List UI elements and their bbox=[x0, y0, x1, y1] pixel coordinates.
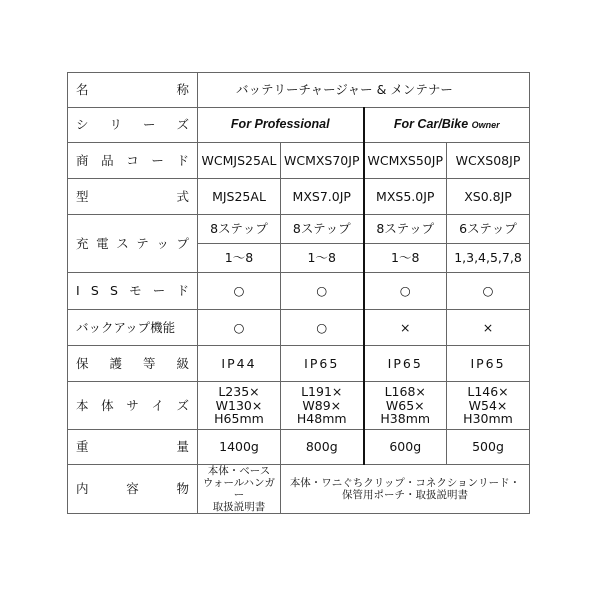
model-cell: MJS25AL bbox=[198, 179, 281, 215]
step-count-cell: 8ステップ bbox=[198, 215, 281, 244]
step-sequence-cell: 1,3,4,5,7,8 bbox=[447, 244, 530, 273]
product-name: バッテリーチャージャー & メンテナー bbox=[198, 73, 530, 108]
label-name: 名 称 bbox=[68, 73, 198, 108]
model-cell: MXS5.0JP bbox=[364, 179, 447, 215]
row-model bbox=[68, 179, 530, 215]
series-car-bike bbox=[364, 108, 530, 143]
step-count-cell: 8ステップ bbox=[281, 215, 364, 244]
iss-cell: ○ bbox=[281, 273, 364, 310]
label-weight: 重 量 bbox=[68, 430, 198, 465]
protection-cell: IP65 bbox=[364, 346, 447, 382]
row-name bbox=[68, 73, 530, 108]
label-steps: 充 電 ス テ ッ プ bbox=[68, 215, 198, 273]
iss-cell: ○ bbox=[198, 273, 281, 310]
iss-cell: ○ bbox=[364, 273, 447, 310]
step-sequence-cell: 1〜8 bbox=[281, 244, 364, 273]
label-contents: 内 容 物 bbox=[68, 465, 198, 514]
code-cell: WCMJS25AL bbox=[198, 143, 281, 179]
step-sequence-cell: 1〜8 bbox=[198, 244, 281, 273]
size-cell: L235× W130× H65mm bbox=[198, 382, 281, 430]
row-code bbox=[68, 143, 530, 179]
weight-cell: 800g bbox=[281, 430, 364, 465]
row-protection bbox=[68, 346, 530, 382]
code-cell: WCMXS70JP bbox=[281, 143, 364, 179]
model-cell: MXS7.0JP bbox=[281, 179, 364, 215]
backup-cell: ○ bbox=[281, 310, 364, 346]
label-protection: 保 護 等 級 bbox=[68, 346, 198, 382]
row-weight bbox=[68, 430, 530, 465]
step-count-cell: 8ステップ bbox=[364, 215, 447, 244]
protection-cell: IP44 bbox=[198, 346, 281, 382]
row-steps-count bbox=[68, 215, 530, 244]
label-series: シ リ ー ズ bbox=[68, 108, 198, 143]
protection-cell: IP65 bbox=[447, 346, 530, 382]
series-owner-text: Owner bbox=[471, 120, 500, 131]
backup-cell: × bbox=[364, 310, 447, 346]
label-size: 本 体 サ イ ズ bbox=[68, 382, 198, 430]
row-size bbox=[68, 382, 530, 430]
size-cell: L146× W54× H30mm bbox=[447, 382, 530, 430]
row-backup bbox=[68, 310, 530, 346]
backup-cell: × bbox=[447, 310, 530, 346]
series-professional: For Professional bbox=[198, 108, 364, 143]
weight-cell: 500g bbox=[447, 430, 530, 465]
protection-cell: IP65 bbox=[281, 346, 364, 382]
contents-others: 本体・ワニぐちクリップ・コネクションリード・ 保管用ポーチ・取扱説明書 bbox=[281, 465, 530, 514]
row-iss bbox=[68, 273, 530, 310]
label-backup: バックアップ機能 bbox=[68, 310, 198, 346]
size-cell: L191× W89× H48mm bbox=[281, 382, 364, 430]
code-cell: WCXS08JP bbox=[447, 143, 530, 179]
label-iss: I S S モ ー ド bbox=[68, 273, 198, 310]
contents-first: 本体・ベース ウォールハンガー 取扱説明書 bbox=[198, 465, 281, 514]
code-cell: WCMXS50JP bbox=[364, 143, 447, 179]
step-sequence-cell: 1〜8 bbox=[364, 244, 447, 273]
row-series bbox=[68, 108, 530, 143]
model-cell: XS0.8JP bbox=[447, 179, 530, 215]
step-count-cell: 6ステップ bbox=[447, 215, 530, 244]
row-contents bbox=[68, 465, 530, 514]
weight-cell: 600g bbox=[364, 430, 447, 465]
iss-cell: ○ bbox=[447, 273, 530, 310]
series-car-bike-text: For Car/Bike bbox=[393, 117, 469, 132]
weight-cell: 1400g bbox=[198, 430, 281, 465]
label-code: 商 品 コ ー ド bbox=[68, 143, 198, 179]
label-model: 型 式 bbox=[68, 179, 198, 215]
spec-table bbox=[67, 72, 530, 514]
size-cell: L168× W65× H38mm bbox=[364, 382, 447, 430]
backup-cell: ○ bbox=[198, 310, 281, 346]
